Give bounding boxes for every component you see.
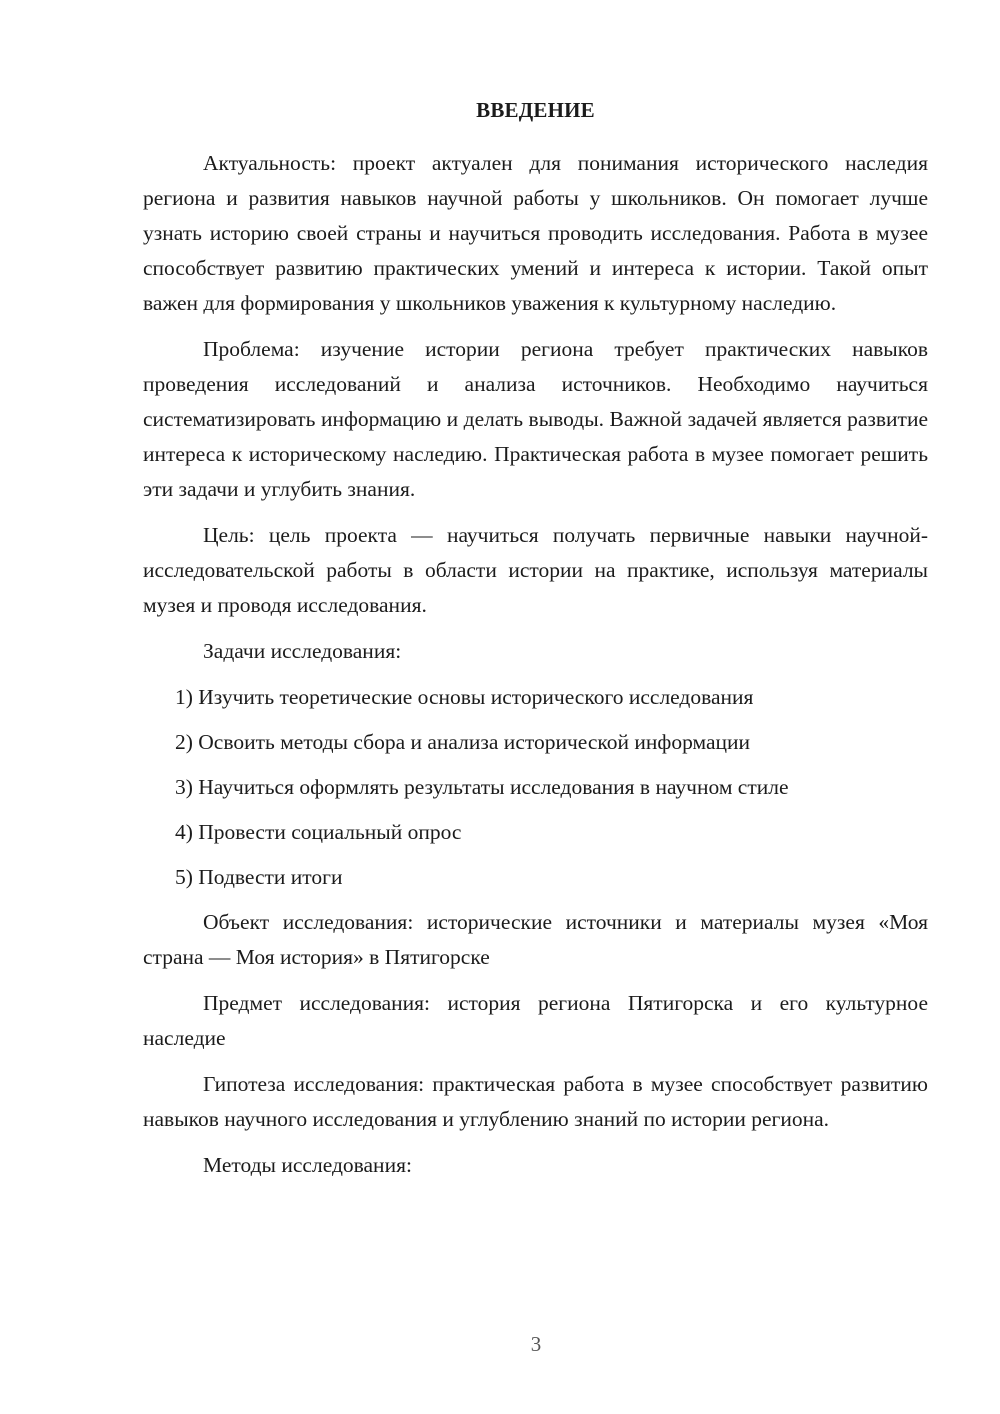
paragraph-relevance: Актуальность: проект актуален для понимания исторического наследия региона и развития навыков научной работы у школьников. Он помогает лучше узнать историю своей страны и научиться проводить исследования. Работа в музее способствует развитию практических умений и интереса к истории. Такой опыт важен для формирования у школьников уважения к культурному наследию. <box>143 151 928 315</box>
methods-heading: Методы исследования: <box>203 1153 412 1177</box>
document-page <box>143 96 928 1194</box>
page-title: ВВЕДЕНИЕ <box>476 98 595 122</box>
list-item: 2) Освоить методы сбора и анализа исторической информации <box>175 730 751 754</box>
list-item: 5) Подвести итоги <box>175 865 343 889</box>
paragraph-goal: Цель: цель проекта — научиться получать первичные навыки научной-исследовательской работы в области истории на практике, используя материалы музея и проводя исследования. <box>143 523 928 617</box>
list-item: 1) Изучить теоретические основы исторического исследования <box>175 685 754 709</box>
paragraph-hypothesis: Гипотеза исследования: практическая работа в музее способствует развитию навыков научного исследования и углублению знаний по истории региона. <box>143 1072 928 1131</box>
paragraph-object: Объект исследования: исторические источники и материалы музея «Моя страна — Моя история» в Пятигорске <box>143 910 928 969</box>
paragraph-subject: Предмет исследования: история региона Пятигорска и его культурное наследие <box>143 991 928 1050</box>
page-number: 3 <box>530 1332 542 1356</box>
list-item: 4) Провести социальный опрос <box>175 820 462 844</box>
list-item: 3) Научиться оформлять результаты исследования в научном стиле <box>175 775 789 799</box>
paragraph-problem: Проблема: изучение истории региона требует практических навыков проведения исследований и анализа источников. Необходимо научиться систематизировать информацию и делать выводы. Важной задачей является развитие интереса к историческому наследию. Практическая работа в музее помогает решить эти задачи и углубить знания. <box>143 337 928 501</box>
tasks-list <box>143 680 928 895</box>
tasks-heading: Задачи исследования: <box>203 639 402 663</box>
